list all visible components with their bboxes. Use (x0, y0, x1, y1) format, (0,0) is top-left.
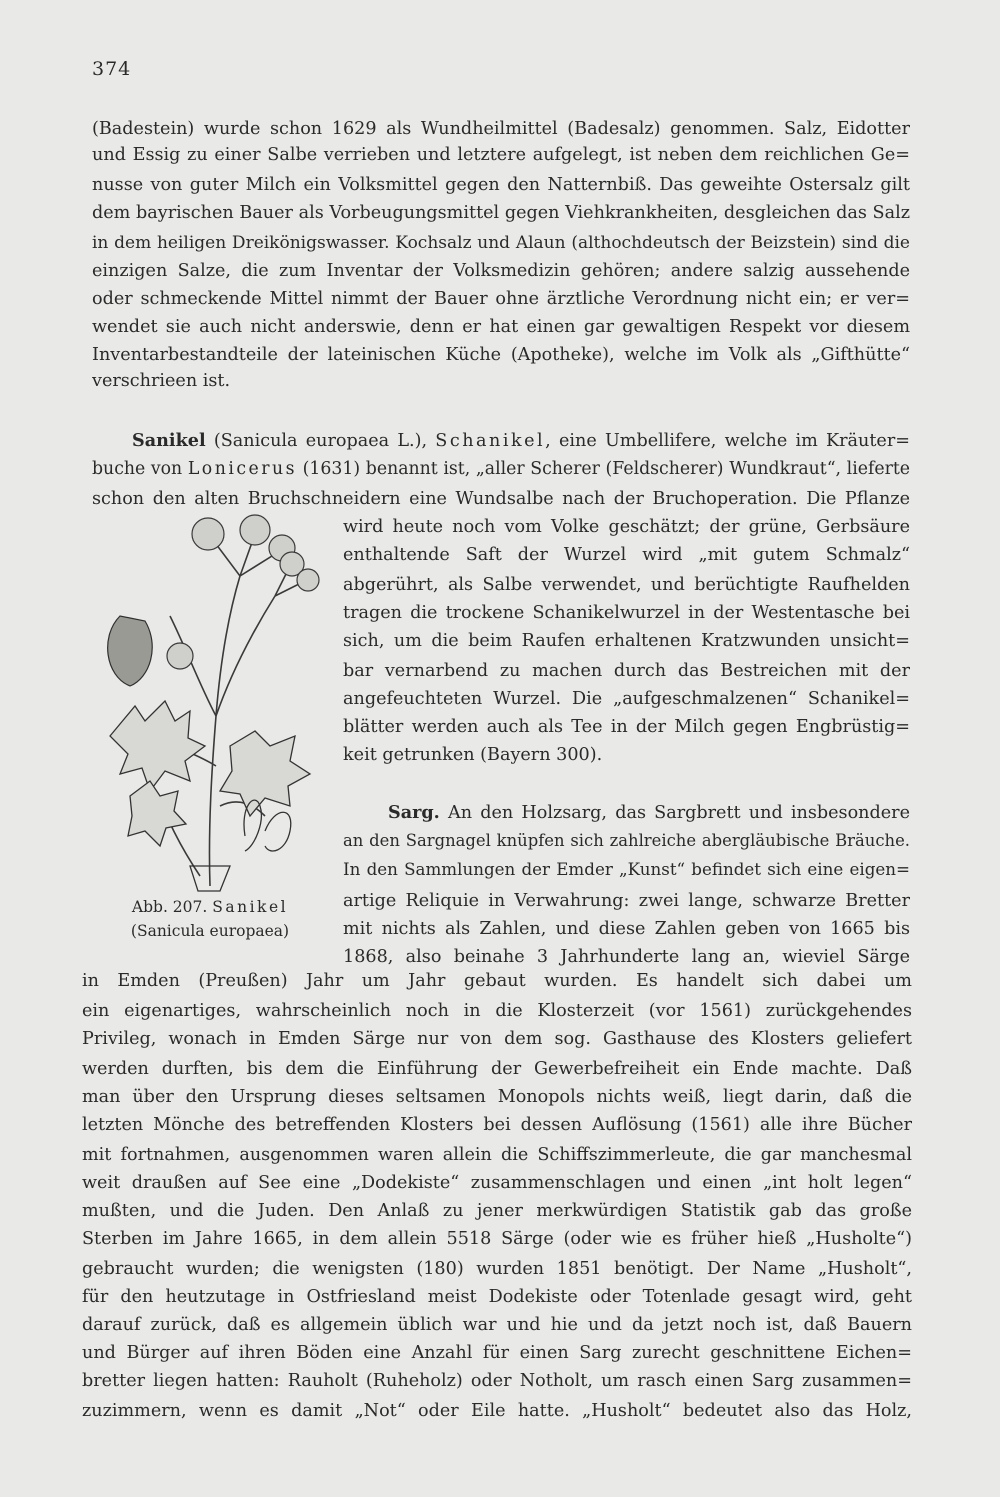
text-line (388, 800, 910, 827)
text-line (132, 428, 910, 455)
text-line: an den Sargnagel knüpfen sich zahlreiche abergläubische Bräuche. (343, 831, 910, 850)
figure-caption-latin: (Sanicula europaea) (130, 922, 290, 940)
text-line: in dem heiligen Dreikönigswasser. Kochsalz und Alaun (althochdeutsch der Beizstein) sind die (92, 233, 910, 253)
text-run: buche von (92, 459, 188, 479)
text-run: (1631) benannt ist, „aller Scherer (Feldscherer) Wundkraut“, lieferte (297, 459, 910, 479)
caption-spaced-word: Sanikel (212, 898, 289, 916)
text-line: artige Reliquie in Verwahrung: zwei lange, schwarze Bretter (343, 891, 910, 911)
text-line: bar vernarbend zu machen durch das Bestreichen mit der (343, 661, 910, 681)
text-line: In den Sammlungen der Emder „Kunst“ befindet sich eine eigen= (343, 859, 910, 879)
text-line: einzigen Salze, die zum Inventar der Volksmedizin gehören; andere salzig aussehende (92, 261, 910, 281)
text-line: angefeuchteten Wurzel. Die „aufgeschmalzenen“ Schanikel= (343, 689, 910, 709)
text-line: dem bayrischen Bauer als Vorbeugungsmittel gegen Viehkrankheiten, desgleichen das Salz (92, 203, 910, 223)
text-line: sich, um die beim Raufen erhaltenen Kratzwunden unsicht= (343, 631, 910, 651)
spaced-word: Lonicerus (187, 459, 298, 479)
spaced-word: Schanikel (435, 431, 546, 451)
text-line: wird heute noch vom Volke geschätzt; der grüne, Gerbsäure (343, 517, 910, 537)
text-line: letzten Mönche des betreffenden Klosters bei dessen Auflösung (1561) alle ihre Bücher (82, 1115, 912, 1135)
text-line: zuzimmern, wenn es damit „Not“ oder Eile hatte. „Husholt“ bedeutet also das Holz, (82, 1401, 912, 1421)
text-line: Privileg, wonach in Emden Särge nur von dem sog. Gasthause des Klosters geliefert (82, 1029, 912, 1049)
text-line: tragen die trockene Schanikelwurzel in der Westentasche bei (343, 603, 910, 623)
text-line: weit draußen auf See eine „Dodekiste“ zusammenschlagen und einen „int holt legen“ (82, 1173, 912, 1193)
text-line: mit nichts als Zahlen, und diese Zahlen geben von 1665 bis (343, 919, 910, 939)
text-line: in Emden (Preußen) Jahr um Jahr gebaut wurden. Es handelt sich dabei um (82, 971, 912, 991)
figure-caption (100, 896, 320, 918)
text-line: darauf zurück, daß es allgemein üblich war und hie und da jetzt noch ist, daß Bauern (82, 1315, 912, 1335)
text-line: werden durften, bis dem die Einführung der Gewerbefreiheit ein Ende machte. Daß (82, 1059, 912, 1079)
text-line: schon den alten Bruchschneidern eine Wundsalbe nach der Bruchoperation. Die Pflanze (92, 489, 910, 509)
caption-number: Abb. 207. (131, 898, 208, 916)
text-line: abgerührt, als Salbe verwendet, und berüchtigte Raufhelden (343, 575, 910, 595)
text-line (92, 456, 910, 483)
text-line: mit fortnahmen, ausgenommen waren allein die Schiffszimmerleute, die gar manchesmal (82, 1145, 912, 1165)
text-line: und Bürger auf ihren Böden eine Anzahl für einen Sarg zurecht geschnittene Eichen= (82, 1343, 912, 1363)
text-line: enthaltende Saft der Wurzel wird „mit gutem Schmalz“ (343, 545, 910, 565)
text-line: 1868, also beinahe 3 Jahrhunderte lang an, wieviel Särge (343, 947, 910, 967)
text-line: mußten, und die Juden. Den Anlaß zu jener merkwürdigen Statistik gab das große (82, 1201, 912, 1221)
plant-drawing (90, 506, 330, 894)
text-line: für den heutzutage in Ostfriesland meist Dodekiste oder Totenlade gesagt wird, geht (82, 1287, 912, 1307)
text-run: (Sanicula europaea L.), (205, 431, 436, 451)
text-line: verschrieen ist. (92, 371, 231, 391)
text-line: oder schmeckende Mittel nimmt der Bauer ohne ärztliche Verordnung nicht ein; er ver= (92, 289, 910, 309)
text-run: An den Holzsarg, das Sargbrett und insbesondere (439, 803, 910, 823)
text-line: wendet sie auch nicht anderswie, denn er hat einen gar gewaltigen Respekt vor diesem (92, 317, 910, 337)
text-line: nusse von guter Milch ein Volksmittel gegen den Natternbiß. Das geweihte Ostersalz gilt (92, 175, 910, 195)
text-line: bretter liegen hatten: Rauholt (Ruheholz) oder Notholt, um rasch einen Sarg zusammen= (82, 1371, 912, 1391)
text-line: (Badestein) wurde schon 1629 als Wundheilmittel (Badesalz) genommen. Salz, Eidotter (92, 119, 910, 139)
text-line: man über den Ursprung dieses seltsamen Monopols nichts weiß, liegt darin, daß die (82, 1087, 912, 1107)
entry-heading-sanikel: Sanikel (132, 430, 206, 451)
text-run: , eine Umbellifere, welche im Kräuter= (545, 431, 910, 451)
text-line: gebraucht wurden; die wenigsten (180) wurden 1851 benötigt. Der Name „Husholt“, (82, 1259, 912, 1279)
text-line: Sterben im Jahre 1665, in dem allein 5518 Särge (oder wie es früher hieß „Husholte“) (82, 1229, 912, 1249)
text-line: ein eigenartiges, wahrscheinlich noch in die Klosterzeit (vor 1561) zurückgehendes (82, 1001, 912, 1021)
text-line: blätter werden auch als Tee in der Milch gegen Engbrüstig= (343, 717, 910, 737)
text-line: Inventarbestandteile der lateinischen Küche (Apotheke), welche im Volk als „Gifthütte“ (92, 345, 910, 365)
text-line: keit getrunken (Bayern 300). (343, 745, 603, 765)
text-line: und Essig zu einer Salbe verrieben und letztere aufgelegt, ist neben dem reichlichen Ge= (92, 145, 910, 165)
figure-sanicula-illustration (90, 506, 330, 894)
entry-heading-sarg: Sarg. (388, 802, 440, 823)
page-number: 374 (92, 58, 132, 80)
